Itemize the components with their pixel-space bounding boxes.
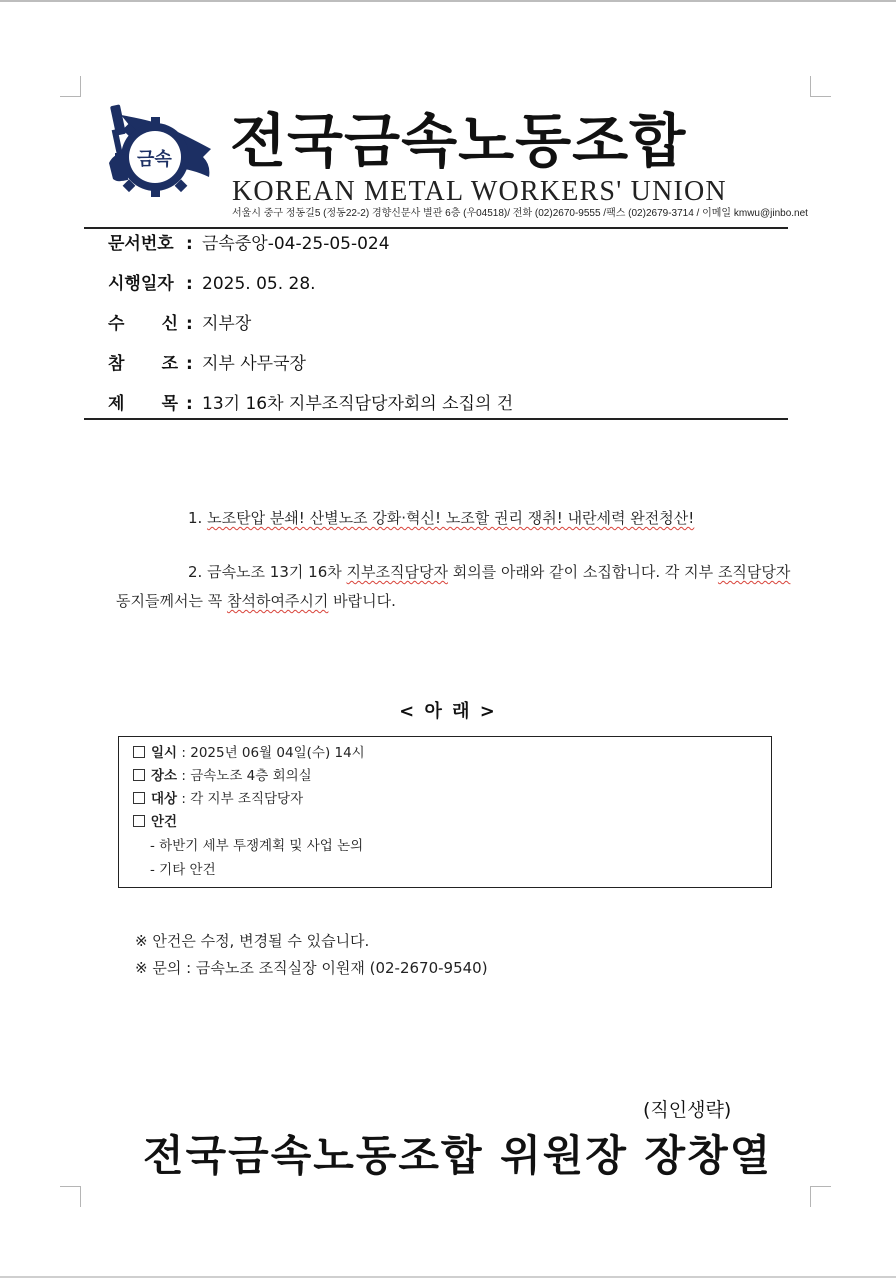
meta-value: 지부장 xyxy=(202,314,252,334)
checkbox-icon xyxy=(133,769,145,781)
meta-doc-number: 문서번호 : 금속중앙-04-25-05-024 xyxy=(108,231,390,257)
checkbox-icon xyxy=(133,815,145,827)
union-logo xyxy=(107,103,215,207)
crop-mark-top-left xyxy=(60,76,81,97)
detail-place: 장소 : 금속노조 4층 회의실 xyxy=(133,766,312,786)
paragraph-1: 1. 노조탄압 분쇄! 산별노조 강화·혁신! 노조할 권리 쟁취! 내란세력 완전청산! xyxy=(188,509,695,527)
meta-value: 지부 사무국장 xyxy=(202,354,306,374)
page-bottom-border xyxy=(0,1276,896,1278)
meta-label: 제 목 xyxy=(108,394,178,414)
crop-mark-bottom-left xyxy=(60,1186,81,1207)
meta-bottom-rule xyxy=(84,418,788,420)
meta-label: 문서번호 xyxy=(108,234,174,254)
detail-date: 일시 : 2025년 06월 04일(수) 14시 xyxy=(133,743,365,763)
meta-value: 13기 16차 지부조직담당자회의 소집의 건 xyxy=(202,394,514,414)
meta-label: 수 신 xyxy=(108,314,178,334)
meta-issue-date: 시행일자 : 2025. 05. 28. xyxy=(108,271,316,297)
agenda-item: - 하반기 세부 투쟁계획 및 사업 논의 xyxy=(150,838,364,854)
logo-text: 금속 xyxy=(137,149,172,170)
signature-line: 전국금속노동조합 위원장 장창열 xyxy=(143,1131,773,1180)
org-name: 전국금속노동조합 xyxy=(230,107,687,175)
paragraph-2-line-2: 동지들께서는 꼭 참석하여주시기 바랍니다. xyxy=(116,592,396,610)
meta-label: 시행일자 xyxy=(108,274,174,294)
checkbox-icon xyxy=(133,792,145,804)
seal-omitted-note: (직인생략) xyxy=(643,1099,732,1121)
org-name-english: KOREAN METAL WORKERS' UNION xyxy=(232,176,727,207)
agenda-item: - 기타 안건 xyxy=(150,862,216,878)
checkbox-icon xyxy=(133,746,145,758)
note-contact: ※ 문의 : 금속노조 조직실장 이원재 (02-2670-9540) xyxy=(135,959,488,977)
meta-subject: 제 목 : 13기 16차 지부조직담당자회의 소집의 건 xyxy=(108,391,513,417)
meta-value: 2025. 05. 28. xyxy=(202,274,316,294)
meta-value: 금속중앙-04-25-05-024 xyxy=(202,234,390,254)
notice-heading: < 아 래 > xyxy=(399,701,497,722)
note-change: ※ 안건은 수정, 변경될 수 있습니다. xyxy=(135,932,370,950)
org-address: 서울시 중구 정동길5 (정동22-2) 경향신문사 별관 6층 (우04518)/ 전화 (02)2670-9555 /팩스 (02)2679-3714 / 이메일 kmwu@jinbo.net xyxy=(232,208,808,219)
detail-agenda: 안건 xyxy=(133,812,177,832)
page-top-border xyxy=(0,0,896,2)
header-rule xyxy=(84,227,788,229)
crop-mark-bottom-right xyxy=(810,1186,831,1207)
meta-recipient: 수 신 : 지부장 xyxy=(108,311,251,337)
meta-label: 참 조 xyxy=(108,354,178,374)
meta-reference: 참 조 : 지부 사무국장 xyxy=(108,351,306,377)
paragraph-2-line-1: 2. 금속노조 13기 16차 지부조직담당자 회의를 아래와 같이 소집합니다. 각 지부 조직담당자 xyxy=(188,563,791,581)
detail-target: 대상 : 각 지부 조직담당자 xyxy=(133,789,303,809)
crop-mark-top-right xyxy=(810,76,831,97)
